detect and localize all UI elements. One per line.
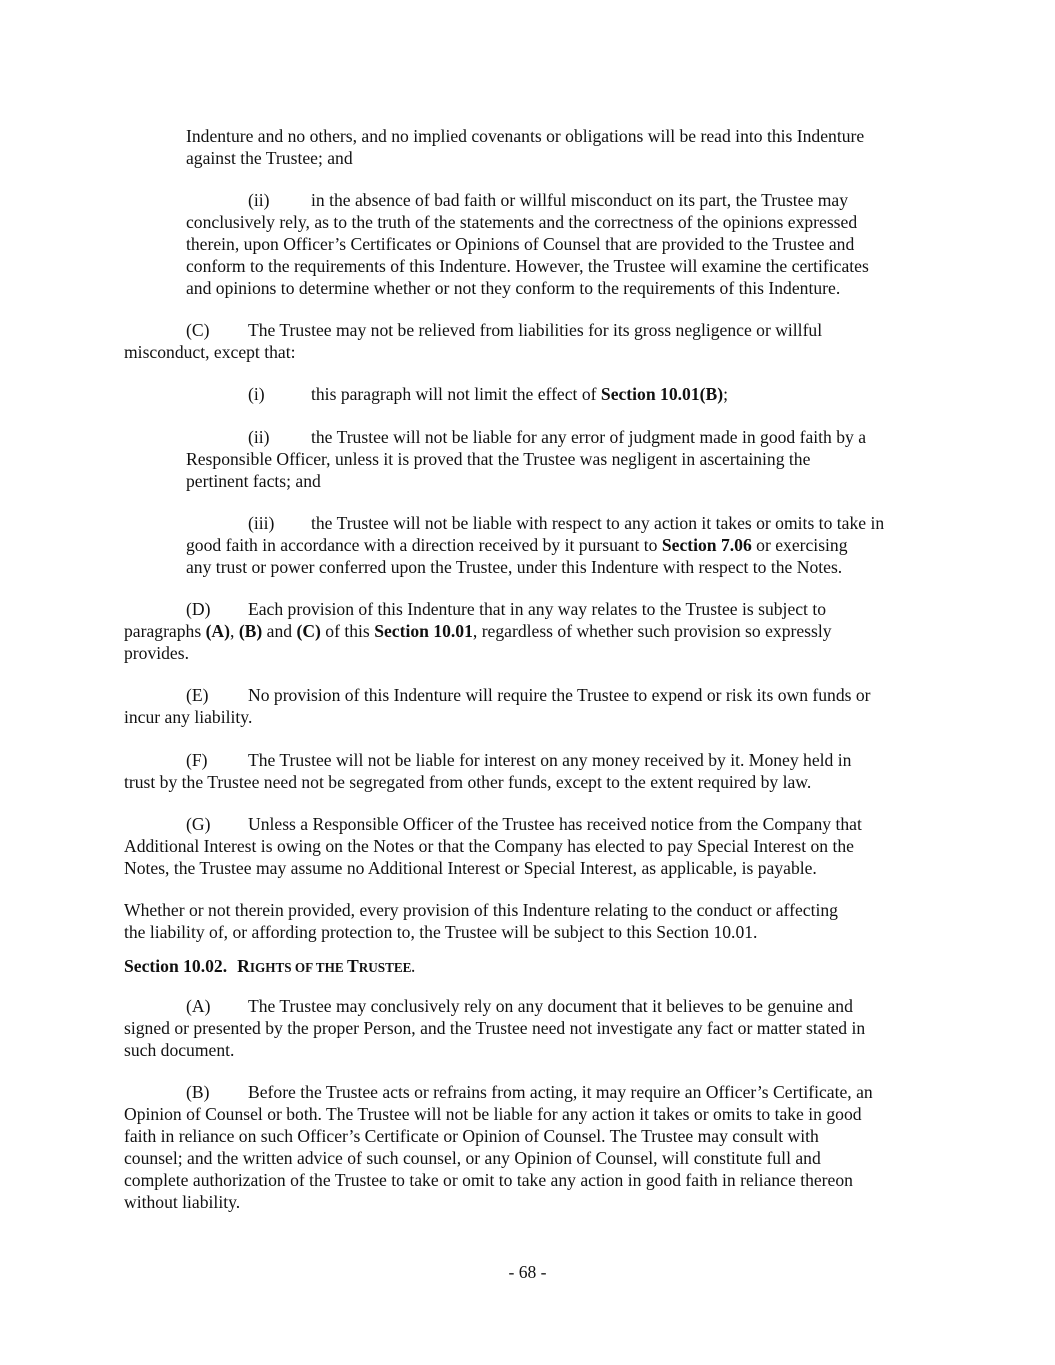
text-segment: ;: [723, 384, 728, 404]
text-line: Notes, the Trustee may assume no Additional Interest or Special Interest, as applicable, is payable.: [124, 858, 817, 878]
text-line: Unless a Responsible Officer of the Trustee has received notice from the Company that: [248, 814, 862, 834]
paragraph-reference: (A): [205, 621, 231, 641]
text-line: trust by the Trustee need not be segregated from other funds, except to the extent required by law.: [124, 772, 812, 792]
text-line: such document.: [124, 1040, 235, 1060]
text-line: in the absence of bad faith or willful misconduct on its part, the Trustee may: [311, 190, 848, 210]
paragraph-d: [124, 598, 832, 664]
paragraph-closing: [124, 899, 838, 943]
paragraph-c-iii: [186, 512, 884, 578]
text-line: No provision of this Indenture will require the Trustee to expend or risk its own funds or: [248, 685, 871, 705]
text-line: signed or presented by the proper Person, and the Trustee need not investigate any fact or matter stated in: [124, 1018, 866, 1038]
text-segment: , regardless of whether such provision so expressly: [472, 621, 832, 641]
paragraph-ii-reliance: [186, 189, 869, 299]
text-line: misconduct, except that:: [124, 342, 296, 362]
section-reference: Section 10.01(B): [600, 384, 724, 404]
title-capital: T: [346, 956, 359, 976]
text-line: the Trustee will not be liable with respect to any action it takes or omits to take in: [311, 513, 885, 533]
paragraph-reference: (B): [238, 621, 263, 641]
title-capital: R: [237, 956, 250, 976]
text-line: Before the Trustee acts or refrains from acting, it may require an Officer’s Certificate, an: [248, 1082, 873, 1102]
item-number: (ii): [248, 190, 270, 210]
text-line: Each provision of this Indenture that in any way relates to the Trustee is subject to: [248, 599, 827, 619]
paragraph-c-ii: [186, 426, 866, 492]
title-smallcaps: RUSTEE.: [358, 960, 415, 975]
section-title: [237, 956, 415, 976]
text-line: Whether or not therein provided, every provision of this Indenture relating to the conduct or affecting: [124, 900, 838, 920]
text-segment: of this: [320, 621, 375, 641]
text-segment: good faith in accordance with a direction received by it pursuant to: [186, 535, 662, 555]
item-number: (F): [186, 750, 208, 770]
text-line: provides.: [124, 643, 189, 663]
item-number: (C): [186, 320, 210, 340]
section-number: Section 10.02.: [124, 956, 228, 976]
section-reference: Section 10.01: [374, 621, 473, 641]
section-heading: [124, 955, 415, 977]
text-line: incur any liability.: [124, 707, 253, 727]
paragraph-continuation: [186, 125, 864, 169]
item-number: (A): [186, 996, 211, 1016]
item-number: (G): [186, 814, 211, 834]
text-line: the liability of, or affording protection to, the Trustee will be subject to this Section 10.01.: [124, 922, 758, 942]
item-number: (D): [186, 599, 211, 619]
paragraph-e: [124, 684, 871, 728]
text-line: the Trustee will not be liable for any error of judgment made in good faith by a: [311, 427, 867, 447]
paragraph-10-02-b: [124, 1081, 873, 1213]
text-line: and opinions to determine whether or not they conform to the requirements of this Indenture.: [186, 278, 841, 298]
item-number: (E): [186, 685, 209, 705]
text-line: The Trustee may conclusively rely on any document that it believes to be genuine and: [248, 996, 853, 1016]
paragraph-reference: (C): [296, 621, 321, 641]
text-line: conclusively rely, as to the truth of the statements and the correctness of the opinions expressed: [186, 212, 858, 232]
text-segment: and: [262, 621, 297, 641]
item-number: (ii): [248, 427, 270, 447]
section-reference: Section 7.06: [661, 535, 752, 555]
paragraph-f: [124, 749, 851, 793]
text-line: complete authorization of the Trustee to take or omit to take any action in good faith in reliance thereon: [124, 1170, 853, 1190]
text-line: conform to the requirements of this Indenture. However, the Trustee will examine the certificates: [186, 256, 869, 276]
page-number: - 68 -: [508, 1262, 547, 1282]
text-line: pertinent facts; and: [186, 471, 321, 491]
item-number: (iii): [248, 513, 275, 533]
text-segment: this paragraph will not limit the effect of: [311, 384, 601, 404]
paragraph-c: [124, 319, 822, 363]
title-smallcaps: IGHTS OF THE: [249, 960, 347, 975]
text-line: The Trustee will not be liable for interest on any money received by it. Money held in: [248, 750, 852, 770]
text-line: Additional Interest is owing on the Notes or that the Company has elected to pay Special Interest on the: [124, 836, 854, 856]
text-line: The Trustee may not be relieved from liabilities for its gross negligence or willful: [248, 320, 823, 340]
paragraph-c-i: [186, 383, 728, 405]
paragraph-10-02-a: [124, 995, 865, 1061]
text-segment: or exercising: [751, 535, 848, 555]
text-line: any trust or power conferred upon the Trustee, under this Indenture with respect to the Notes.: [186, 557, 843, 577]
paragraph-g: [124, 813, 862, 879]
item-number: (i): [248, 384, 265, 404]
text-line: Responsible Officer, unless it is proved that the Trustee was negligent in ascertaining the: [186, 449, 811, 469]
item-number: (B): [186, 1082, 210, 1102]
text-line: Opinion of Counsel or both. The Trustee will not be liable for any action it takes or omits to take in good: [124, 1104, 862, 1124]
text-segment: paragraphs: [124, 621, 206, 641]
text-line: without liability.: [124, 1192, 241, 1212]
text-segment: ,: [230, 621, 239, 641]
text-line: counsel; and the written advice of such counsel, or any Opinion of Counsel, will constitute full and: [124, 1148, 821, 1168]
text-line: faith in reliance on such Officer’s Certificate or Opinion of Counsel. The Trustee may consult with: [124, 1126, 819, 1146]
text-line: against the Trustee; and: [186, 148, 353, 168]
text-line: Indenture and no others, and no implied covenants or obligations will be read into this Indenture: [186, 126, 865, 146]
text-line: therein, upon Officer’s Certificates or Opinions of Counsel that are provided to the Trustee and: [186, 234, 855, 254]
